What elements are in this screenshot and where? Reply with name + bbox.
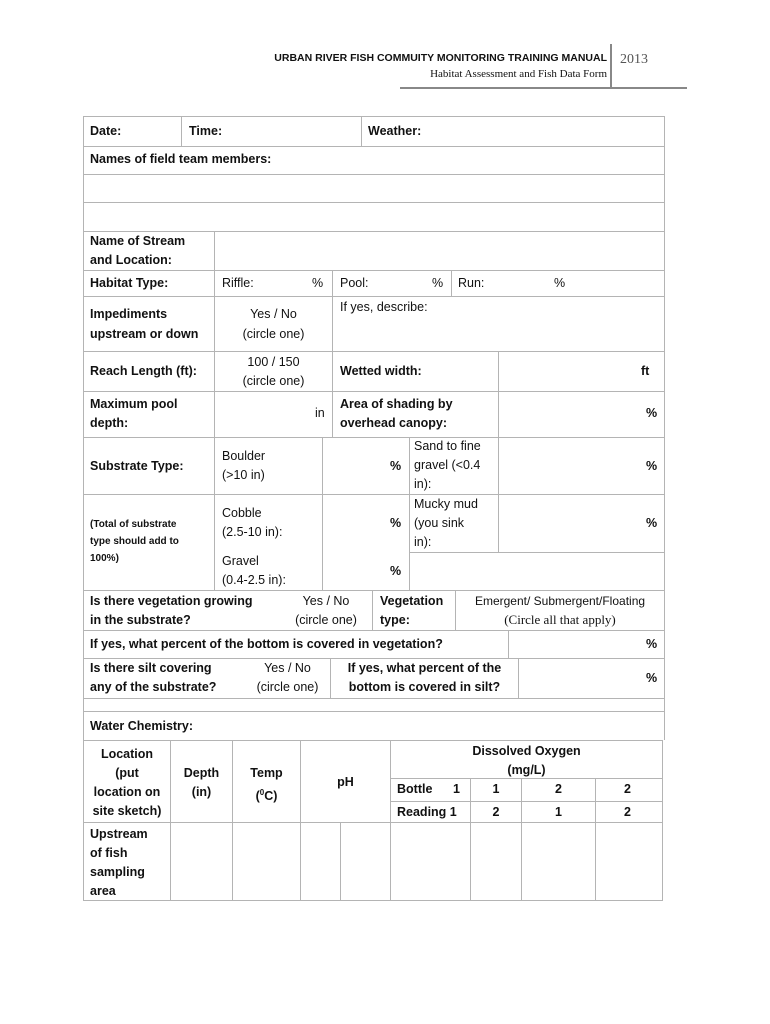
water-chemistry-label: Water Chemistry: — [90, 719, 194, 733]
pool-label: Pool: — [340, 276, 369, 290]
cobble-percent: % — [390, 516, 402, 530]
location-header-line4: site sketch) — [92, 804, 162, 818]
location-header-line3: location on — [93, 785, 161, 799]
silt-question-line2: any of the substrate? — [90, 680, 217, 694]
if-yes-describe-label: If yes, describe: — [340, 300, 428, 314]
substrate-note-line2: type should add to — [90, 536, 179, 547]
shading-percent: % — [646, 406, 658, 420]
riffle-label: Riffle: — [222, 276, 254, 290]
vegetation-question-line2: in the substrate? — [90, 613, 191, 627]
boulder-percent: % — [390, 459, 402, 473]
max-pool-label-line2: depth: — [90, 416, 129, 430]
time-label: Time: — [189, 124, 223, 138]
vegetation-circle-all: (Circle all that apply) — [504, 612, 616, 627]
silt-circle-one: (circle one) — [256, 680, 319, 694]
cobble-label-line1: Cobble — [222, 506, 262, 520]
habitat-type-label: Habitat Type: — [90, 276, 169, 290]
dissolved-oxygen-header-line1: Dissolved Oxygen — [472, 744, 581, 758]
max-pool-label-line1: Maximum pool — [90, 397, 178, 411]
impediments-label-line1: Impediments — [90, 307, 168, 321]
sand-label-line1: Sand to fine — [414, 439, 481, 453]
upstream-label-line4: area — [90, 884, 116, 898]
manual-title: URBAN RIVER FISH COMMUITY MONITORING TRAINING MANUAL — [274, 52, 607, 64]
upstream-label-line2: of fish — [90, 846, 128, 860]
bottle-label: Bottle — [397, 782, 433, 796]
pool-percent: % — [432, 276, 444, 290]
date-label: Date: — [90, 124, 122, 138]
gravel-percent: % — [390, 564, 402, 578]
vegetation-circle-one: (circle one) — [295, 613, 357, 627]
riffle-percent: % — [312, 276, 324, 290]
header-divider-vertical — [610, 44, 612, 88]
reading-label: Reading 1 — [397, 805, 457, 819]
silt-percent-question-line1: If yes, what percent of the — [347, 661, 502, 675]
mucky-label-line2: (you sink — [414, 516, 465, 530]
substrate-note-line3: 100%) — [90, 553, 119, 564]
sand-label-line2: gravel (<0.4 — [414, 458, 481, 472]
boulder-label-line2: (>10 in) — [222, 468, 265, 482]
gravel-label-line2: (0.4-2.5 in): — [222, 573, 286, 587]
vegetation-type-label-line1: Vegetation — [380, 594, 444, 608]
impediments-label-line2: upstream or down — [90, 327, 199, 341]
silt-percent: % — [646, 671, 658, 685]
mucky-label-line3: in): — [414, 535, 432, 549]
bottle-value-1: 1 — [492, 782, 500, 796]
reach-length-options[interactable]: 100 / 150 — [247, 355, 300, 369]
header-divider-horizontal — [400, 87, 687, 89]
year-label: 2013 — [620, 52, 648, 67]
location-header-line2: (put — [115, 766, 139, 780]
vegetation-question-line1: Is there vegetation growing — [90, 594, 253, 608]
vegetation-yes-no[interactable]: Yes / No — [302, 594, 350, 608]
dissolved-oxygen-header-line2: (mg/L) — [507, 763, 546, 777]
cobble-label-line2: (2.5-10 in): — [222, 525, 283, 539]
silt-percent-question-line2: bottom is covered in silt? — [348, 680, 501, 694]
substrate-type-label: Substrate Type: — [90, 459, 184, 473]
stream-location-field[interactable] — [215, 232, 664, 270]
substrate-note-line1: (Total of substrate — [90, 519, 177, 530]
mucky-percent: % — [646, 516, 658, 530]
stream-label-line2: and Location: — [90, 253, 172, 267]
bottle-number: 1 — [453, 782, 460, 796]
temp-header-line2: ($^0$C) — [255, 788, 278, 804]
silt-yes-no[interactable]: Yes / No — [264, 661, 311, 675]
bottle-value-3: 2 — [624, 782, 631, 796]
run-label: Run: — [458, 276, 485, 290]
vegetation-type-label-line2: type: — [380, 613, 410, 627]
vegetation-percent-question: If yes, what percent of the bottom is covered in vegetation? — [90, 637, 443, 651]
reading-value-1: 2 — [492, 805, 500, 819]
wetted-width-label: Wetted width: — [340, 364, 422, 378]
bottle-value-2: 2 — [555, 782, 562, 796]
stream-label-line1: Name of Stream — [90, 234, 186, 248]
upstream-label-line1: Upstream — [90, 827, 148, 841]
ph-header: pH — [337, 775, 354, 789]
sand-percent: % — [646, 459, 658, 473]
form-subtitle: Habitat Assessment and Fish Data Form — [430, 68, 607, 80]
temp-header-line1: Temp — [250, 766, 283, 780]
upstream-label-line3: sampling — [90, 865, 145, 879]
max-pool-unit: in — [315, 406, 325, 420]
reach-length-circle: (circle one) — [242, 374, 305, 388]
depth-header-line2: (in) — [191, 785, 212, 799]
team-members-label: Names of field team members: — [90, 152, 272, 166]
mucky-label-line1: Mucky mud — [414, 497, 478, 511]
impediments-yes-no[interactable]: Yes / No — [250, 307, 297, 321]
vegetation-percent: % — [646, 637, 658, 651]
reading-value-2: 1 — [555, 805, 562, 819]
shading-label-line1: Area of shading by — [340, 397, 453, 411]
reading-value-3: 2 — [624, 805, 631, 819]
run-percent: % — [554, 276, 566, 290]
wetted-width-unit: ft — [641, 364, 650, 378]
boulder-label-line1: Boulder — [222, 449, 266, 463]
reach-length-label: Reach Length (ft): — [90, 364, 197, 378]
weather-label: Weather: — [368, 124, 422, 138]
silt-question-line1: Is there silt covering — [90, 661, 212, 675]
location-header-line1: Location — [100, 747, 154, 761]
vegetation-type-options[interactable]: Emergent/ Submergent/Floating — [474, 594, 646, 608]
sand-label-line3: in): — [414, 477, 432, 491]
shading-label-line2: overhead canopy: — [340, 416, 447, 430]
team-members-field-2[interactable] — [84, 203, 664, 231]
impediments-circle-one: (circle one) — [242, 327, 305, 341]
gravel-label-line1: Gravel — [222, 554, 259, 568]
depth-header-line1: Depth — [183, 766, 220, 780]
team-members-field-1[interactable] — [84, 175, 664, 202]
